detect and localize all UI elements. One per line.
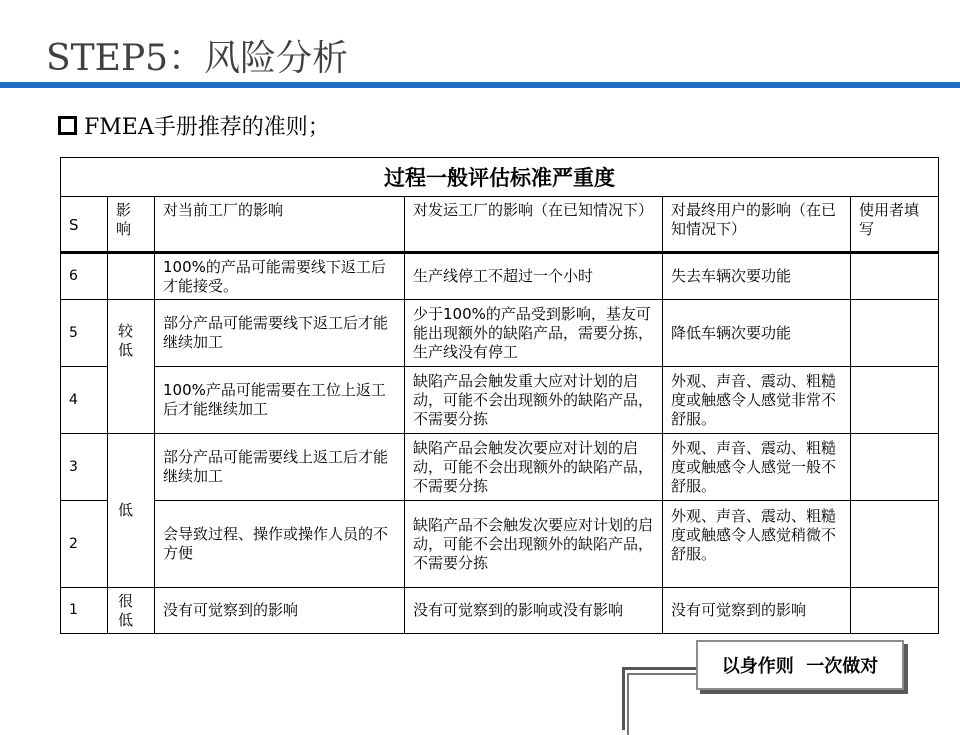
level-cell: 很 低: [108, 588, 155, 634]
user-effect-cell: 没有可觉察到的影响: [663, 588, 851, 634]
score-cell: 5: [61, 300, 108, 367]
page-title: STEP5：风险分析: [46, 38, 349, 79]
header-user-fill: 使用者填写: [851, 197, 939, 253]
title-divider: [0, 82, 960, 88]
ship-effect-cell: 没有可觉察到的影响或没有影响: [405, 588, 663, 634]
severity-criteria-table: [60, 157, 939, 634]
motto-box: [696, 640, 904, 690]
user-effect-cell: 外观、声音、震动、粗糙度或触感令人感觉一般不舒服。: [663, 434, 851, 501]
user-effect-cell: 外观、声音、震动、粗糙度或触感令人感觉非常不舒服。: [663, 367, 851, 434]
header-current-plant: 对当前工厂的影响: [155, 197, 405, 253]
user-fill-cell[interactable]: [851, 501, 939, 588]
motto-text: 以身作则 一次做对: [721, 656, 879, 677]
score-cell: 3: [61, 434, 108, 501]
score-cell: 4: [61, 367, 108, 434]
ship-effect-cell: 生产线停工不超过一个小时: [405, 253, 663, 300]
score-cell: 6: [61, 253, 108, 300]
table-caption: 过程一般评估标准严重度: [61, 158, 939, 197]
user-effect-cell: 降低车辆次要功能: [663, 300, 851, 367]
level-cell: [108, 253, 155, 300]
ship-effect-cell: 缺陷产品会触发次要应对计划的启动，可能不会出现额外的缺陷产品，不需要分拣: [405, 434, 663, 501]
header-ship-plant: 对发运工厂的影响（在已知情况下）: [405, 197, 663, 253]
bullet-text: FMEA手册推荐的准则；: [84, 114, 330, 140]
score-cell: 1: [61, 588, 108, 634]
ship-effect-cell: 少于100%的产品受到影响，基友可能出现额外的缺陷产品，需要分拣，生产线没有停工: [405, 300, 663, 367]
plant-effect-cell: 会导致过程、操作或操作人员的不方便: [155, 501, 405, 588]
header-effect: 影 响: [108, 197, 155, 253]
user-fill-cell[interactable]: [851, 367, 939, 434]
plant-effect-cell: 100%的产品可能需要线下返工后才能接受。: [155, 253, 405, 300]
plant-effect-cell: 没有可觉察到的影响: [155, 588, 405, 634]
user-fill-cell[interactable]: [851, 588, 939, 634]
square-bullet-icon: [58, 116, 77, 135]
user-fill-cell[interactable]: [851, 253, 939, 300]
header-s: S: [61, 197, 108, 253]
level-cell: 低: [108, 434, 155, 588]
score-cell: 2: [61, 501, 108, 588]
header-end-user: 对最终用户的影响（在已知情况下）: [663, 197, 851, 253]
plant-effect-cell: 100%产品可能需要在工位上返工后才能继续加工: [155, 367, 405, 434]
user-fill-cell[interactable]: [851, 434, 939, 501]
bullet-item: [58, 110, 330, 140]
user-effect-cell: 外观、声音、震动、粗糙度或触感令人感觉稍微不舒服。: [663, 501, 851, 588]
user-fill-cell[interactable]: [851, 300, 939, 367]
plant-effect-cell: 部分产品可能需要线上返工后才能继续加工: [155, 434, 405, 501]
plant-effect-cell: 部分产品可能需要线下返工后才能继续加工: [155, 300, 405, 367]
level-cell: 较 低: [108, 300, 155, 434]
user-effect-cell: 失去车辆次要功能: [663, 253, 851, 300]
ship-effect-cell: 缺陷产品会触发重大应对计划的启动，可能不会出现额外的缺陷产品，不需要分拣: [405, 367, 663, 434]
ship-effect-cell: 缺陷产品不会触发次要应对计划的启动，可能不会出现额外的缺陷产品，不需要分拣: [405, 501, 663, 588]
